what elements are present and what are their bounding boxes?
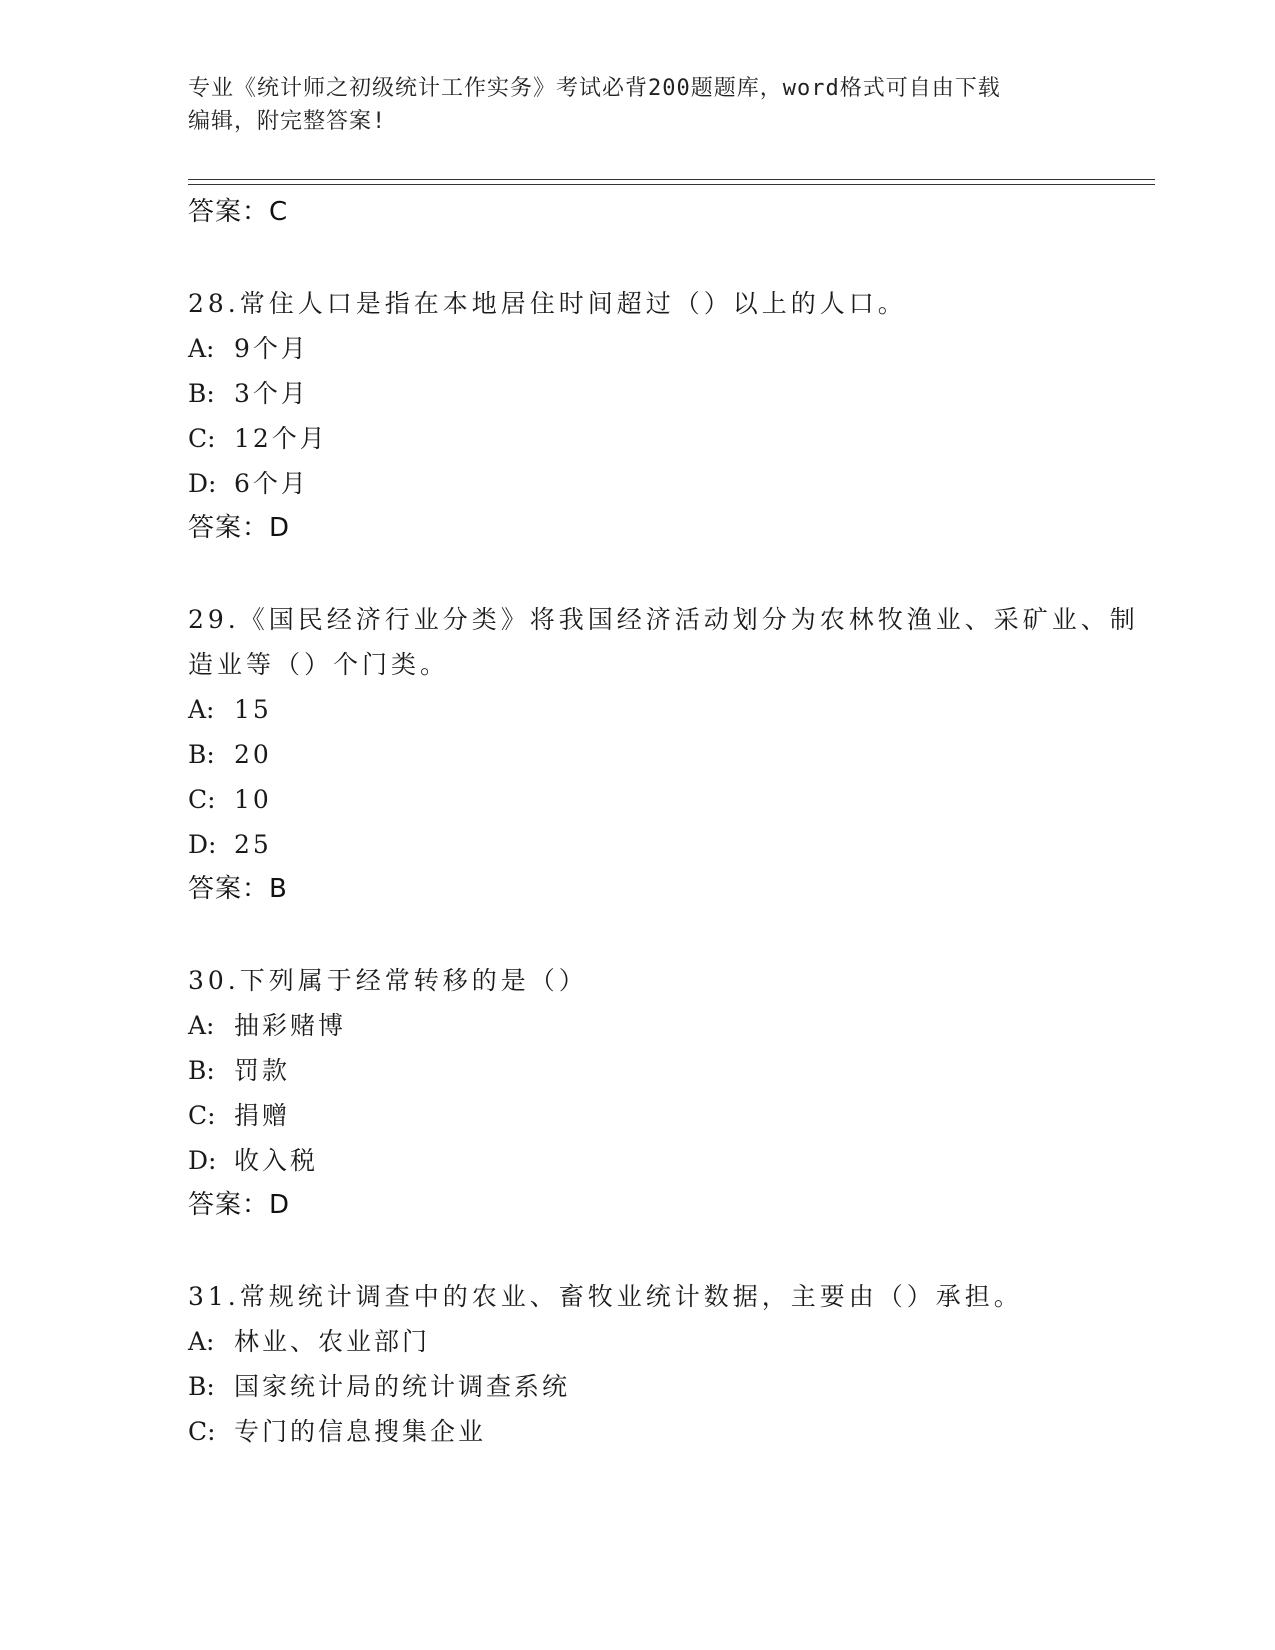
option-text: 20 (234, 740, 272, 769)
option-label: A: (188, 695, 215, 724)
question-text: 30.下列属于经常转移的是（） (188, 966, 588, 995)
option-label: D: (188, 469, 217, 498)
document-header (188, 72, 1088, 138)
question-text: 31.常规统计调查中的农业、畜牧业统计数据，主要由（）承担。 (188, 1282, 1023, 1311)
option-a (188, 1319, 1148, 1364)
option-d (188, 822, 1148, 867)
option-text: 15 (234, 695, 272, 724)
option-c (188, 1093, 1148, 1138)
option-text: 收入税 (234, 1146, 319, 1175)
option-label: A: (188, 1327, 215, 1356)
option-text: 抽彩赌博 (234, 1011, 347, 1040)
option-text: 专门的信息搜集企业 (234, 1417, 487, 1446)
option-text: 国家统计局的统计调查系统 (234, 1372, 571, 1401)
option-c (188, 416, 1148, 461)
option-label: A: (188, 1011, 215, 1040)
option-label: B: (188, 1372, 215, 1401)
option-a (188, 326, 1148, 371)
option-label: C: (188, 1101, 216, 1130)
option-d (188, 461, 1148, 506)
option-text: 3个月 (234, 379, 309, 408)
answer: 答案：D (188, 513, 291, 543)
option-text: 10 (234, 785, 272, 814)
option-b (188, 1048, 1148, 1093)
question-29 (188, 597, 1148, 912)
option-text: 林业、农业部门 (234, 1327, 431, 1356)
option-label: B: (188, 740, 215, 769)
option-text: 12个月 (234, 424, 328, 453)
question-text: 28.常住人口是指在本地居住时间超过（）以上的人口。 (188, 289, 907, 318)
option-label: A: (188, 334, 215, 363)
option-b (188, 1364, 1148, 1409)
option-text: 6个月 (234, 469, 309, 498)
option-text: 25 (234, 830, 272, 859)
option-label: B: (188, 379, 215, 408)
option-text: 罚款 (234, 1056, 291, 1085)
question-28 (188, 281, 1148, 551)
option-c (188, 1409, 1148, 1454)
answer: 答案：D (188, 1190, 291, 1220)
option-a (188, 1003, 1148, 1048)
option-b (188, 371, 1148, 416)
answer: 答案：B (188, 874, 288, 904)
header-title-line-2: 编辑，附完整答案! (188, 109, 387, 134)
question-list (188, 190, 1148, 1454)
header-divider-bottom (188, 184, 1155, 185)
question-text: 29.《国民经济行业分类》将我国经济活动划分为农林牧渔业、采矿业、制造业等（）个门类。 (188, 605, 1139, 679)
option-label: D: (188, 830, 217, 859)
question-30 (188, 958, 1148, 1228)
option-a (188, 687, 1148, 732)
previous-answer: 答案：C (188, 197, 289, 227)
option-label: C: (188, 424, 216, 453)
option-label: B: (188, 1056, 215, 1085)
header-title-line-1: 专业《统计师之初级统计工作实务》考试必背200题题库，word格式可自由下载 (188, 76, 1001, 101)
option-c (188, 777, 1148, 822)
question-31 (188, 1274, 1148, 1454)
option-label: C: (188, 1417, 216, 1446)
option-b (188, 732, 1148, 777)
option-d (188, 1138, 1148, 1183)
option-text: 捐赠 (234, 1101, 291, 1130)
option-text: 9个月 (234, 334, 309, 363)
header-divider-top (188, 179, 1155, 180)
option-label: D: (188, 1146, 217, 1175)
option-label: C: (188, 785, 216, 814)
